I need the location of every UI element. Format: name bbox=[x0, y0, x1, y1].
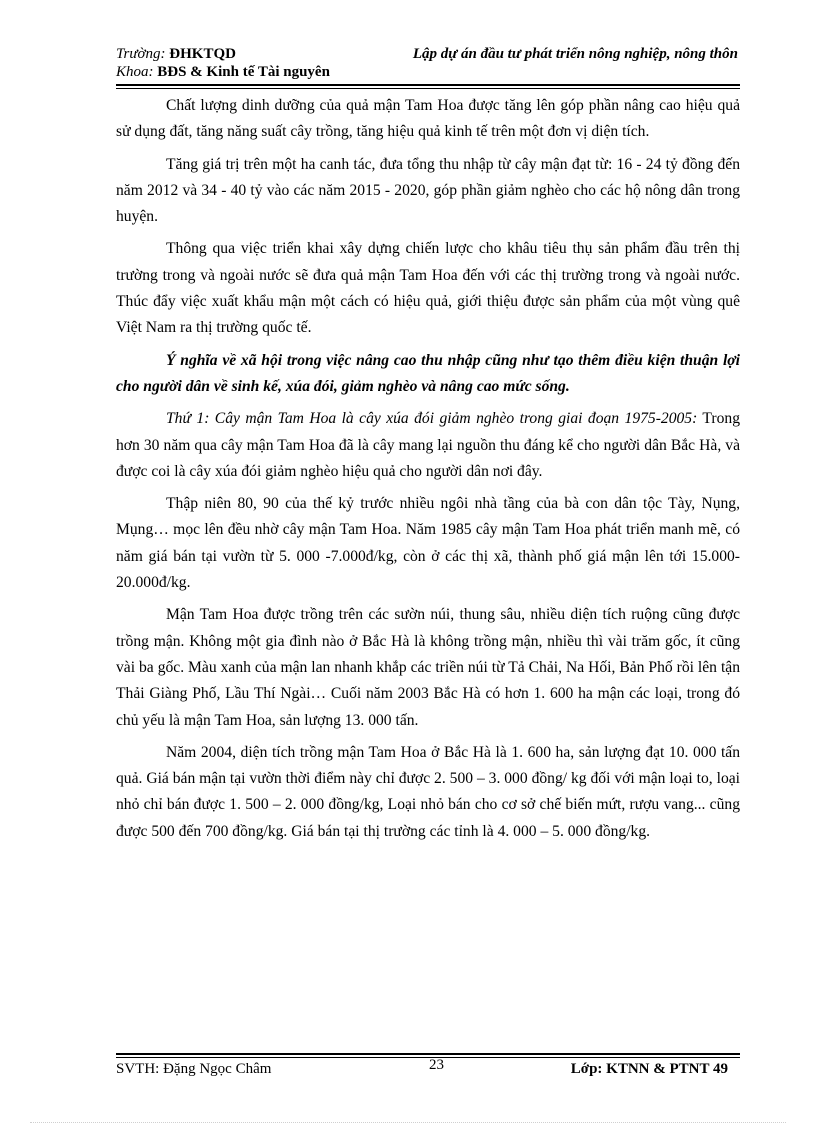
footer-rule-thin bbox=[116, 1057, 740, 1058]
paragraph-text: Trong hơn 30 năm qua cây mận Tam Hoa đã là cây mang lại nguồn thu đáng kể cho người dân Bắc Hà, và được coi là cây xúa đói giảm nghèo hiệu quả cho người dân nơi đây. bbox=[116, 410, 740, 480]
section-heading: Ý nghĩa về xã hội trong việc nâng cao thu nhập cũng như tạo thêm điều kiện thuận lợi cho người dân về sinh kế, xúa đói, giảm nghèo và nâng cao mức sống. bbox=[116, 351, 740, 395]
paragraph: Tăng giá trị trên một ha canh tác, đưa tổng thu nhập từ cây mận đạt từ: 16 - 24 tỷ đồng đến năm 2012 và 34 - 40 tỷ vào các năm 2015 - 2020, góp phần giảm nghèo cho các hộ nông dân trong huyện. bbox=[116, 155, 740, 226]
footer-rule-thick bbox=[116, 1053, 740, 1055]
paragraph: Thông qua việc triển khai xây dựng chiến lược cho khâu tiêu thụ sản phẩm đầu trên thị trường trong và ngoài nước sẽ đưa quả mận Tam Hoa đến với các thị trường trong và ngoài nước. Thúc đẩy việc xuất khẩu mận một cách có hiệu quả, giới thiệu được sản phẩm của một vùng quê Việt Nam ra thị trường quốc tế. bbox=[116, 240, 740, 337]
paragraph: Chất lượng dinh dưỡng của quả mận Tam Hoa được tăng lên góp phần nâng cao hiệu quả sử dụng đất, tăng năng suất cây trồng, tăng hiệu quả kinh tế trên một đơn vị diện tích. bbox=[116, 97, 740, 141]
paragraph bbox=[116, 406, 740, 485]
paragraph: Thập niên 80, 90 của thế kỷ trước nhiều ngôi nhà tầng của bà con dân tộc Tày, Nụng, Mụng… mọc lên đều nhờ cây mận Tam Hoa. Năm 1985 cây mận Tam Hoa phát triển manh mẽ, có năm giá bán tại vườn từ 5. 000 -7.000đ/kg, còn ở các thị xã, thành phố giá mận lên tới 15.000-20.000đ/kg. bbox=[116, 495, 740, 592]
school-label: Trường: bbox=[116, 46, 166, 62]
header-rule-thick bbox=[116, 84, 740, 86]
school-value: ĐHKTQD bbox=[165, 46, 236, 62]
header-rule-thin bbox=[116, 88, 740, 89]
faculty-line bbox=[116, 64, 330, 81]
school-line bbox=[116, 46, 236, 63]
document-title: Lập dự án đầu tư phát triển nông nghiệp, nông thôn bbox=[412, 46, 738, 62]
paragraph: Mận Tam Hoa được trồng trên các sườn núi, thung sâu, nhiều diện tích ruộng cũng được trồng mận. Không một gia đình nào ở Bắc Hà là không trồng mận, nhiều thì vài trăm gốc, ít cũng vài ba gốc. Màu xanh của mận lan nhanh khắp các triền núi từ Tả Chải, Na Hối, Bản Phố rồi lên tận Thải Giàng Phố, Lầu Thí Ngài… Cuối năm 2003 Bắc Hà có hơn 1. 600 ha mận các loại, trong đó chủ yếu là mận Tam Hoa, sản lượng 13. 000 tấn. bbox=[116, 606, 740, 729]
student-name: SVTH: Đặng Ngọc Châm bbox=[116, 1061, 272, 1077]
paragraph: Năm 2004, diện tích trồng mận Tam Hoa ở Bắc Hà là 1. 600 ha, sản lượng đạt 10. 000 tấn quả. Giá bán mận tại vườn thời điểm này chỉ được 2. 500 – 3. 000 đồng/ kg đối với mận loại to, loại nhỏ chỉ bán được 1. 500 – 2. 000 đồng/kg, Loại nhỏ bán cho cơ sở chế biến mứt, rượu vang... cũng được 500 đến 700 đồng/kg. Giá bán tại thị trường các tỉnh là 4. 000 – 5. 000 đồng/kg. bbox=[116, 743, 740, 840]
faculty-label: Khoa: bbox=[116, 64, 154, 80]
class-name: Lớp: KTNN & PTNT 49 bbox=[570, 1061, 728, 1077]
faculty-value: BĐS & Kinh tế Tài nguyên bbox=[153, 64, 330, 80]
subheading-inline: Thứ 1: Cây mận Tam Hoa là cây xúa đói giảm nghèo trong giai đoạn 1975-2005: bbox=[166, 410, 698, 428]
body-text bbox=[116, 93, 740, 845]
page-footer bbox=[116, 1059, 740, 1083]
page-number: 23 bbox=[429, 1057, 444, 1073]
page-header bbox=[116, 46, 738, 84]
